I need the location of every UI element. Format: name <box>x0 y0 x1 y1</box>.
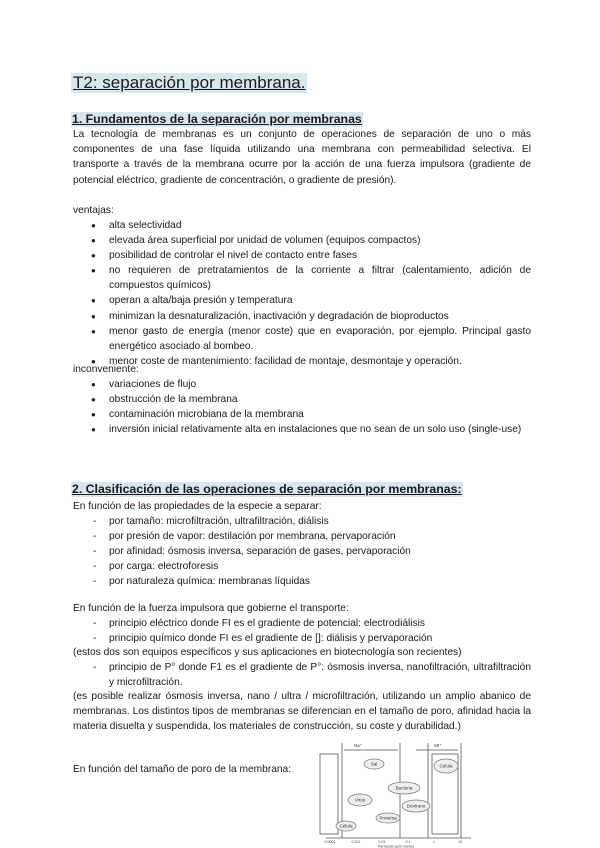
list-item: ● alta selectividad <box>91 218 531 233</box>
disadvantages-label: inconveniente: <box>73 364 139 375</box>
diagram-region-label: Virus <box>354 797 366 803</box>
diagram-top-label: Na⁺ <box>353 743 363 748</box>
axis-tick: 0.1 <box>405 840 411 844</box>
by-force-list <box>91 616 531 646</box>
list-item: - principio de P° donde F1 es el gradiente de P°: ósmosis inversa, nanofiltración, ultrafiltración y microfiltración. <box>91 660 531 690</box>
list-item: ● obstrucción de la membrana <box>91 392 531 407</box>
by-pore-label: En función del tamaño de poro de la membrana: <box>73 764 292 775</box>
section1-heading: 1. Fundamentos de la separación por membranas <box>72 112 362 126</box>
axis-tick: 10 <box>458 840 462 844</box>
advantages-list <box>91 218 531 369</box>
diagram-region-label: Célula <box>339 823 353 829</box>
diagram-region-label: Bacteria <box>395 785 413 791</box>
diagram-region-label: Sal <box>370 761 378 767</box>
list-item: ● elevada área superficial por unidad de volumen (equipos compactos) <box>91 233 531 248</box>
list-item: - principio eléctrico donde FI es el gradiente de potencial: electrodiálisis <box>91 616 531 631</box>
list-item: ● menor coste de mantenimiento: facilidad de montaje, desmontaje y operación. <box>91 354 531 369</box>
diagram-top-label: Mt⁺ <box>434 743 442 748</box>
axis-tick: 0.01 <box>378 840 386 844</box>
axis-tick: 0.0001 <box>324 840 336 844</box>
list-item: - principio químico donde FI es el gradiente de []: diálisis y pervaporación <box>91 631 531 646</box>
pore-size-diagram <box>316 740 476 848</box>
list-item: ● minimizan la desnaturalización, inactivación y degradación de bioproductos <box>91 309 531 324</box>
by-properties-label: En función de las propiedades de la especie a separar: <box>73 501 322 512</box>
list-item: - por tamaño: microfiltración, ultrafiltración, diálisis <box>91 514 531 529</box>
section2-heading: 2. Clasificación de las operaciones de separación por membranas: <box>72 482 462 496</box>
list-item: ● inversión inicial relativamente alta en instalaciones que no sean de un solo uso (single-use) <box>91 422 531 437</box>
list-item: ● variaciones de flujo <box>91 377 531 392</box>
axis-tick: 0.001 <box>351 840 361 844</box>
list-item: ● menor gasto de energía (menor coste) que en evaporación, por ejemplo. Principal gasto energético asociado al bombeo. <box>91 324 531 354</box>
list-item: ● operan a alta/baja presión y temperatura <box>91 293 531 308</box>
diagram-region-label: Célula <box>439 763 453 769</box>
axis-tick: 1 <box>433 840 435 844</box>
note-membrane-types: (es posible realizar ósmosis inversa, nano / ultra / microfiltración, utilizando un amplio abanico de membranas. Los distintos tipos de membranas se diferencian en el tamaño de poro, afinidad hacia la materia disuelta y suspendida, los materiales de construcción, su coste y durabilidad.) <box>73 691 531 733</box>
diagram-region-label: Dextrano <box>406 803 426 809</box>
disadvantages-list <box>91 377 531 437</box>
by-force-label: En función de la fuerza impulsora que gobierne el transporte: <box>73 603 349 614</box>
list-item: ● posibilidad de controlar el nivel de contacto entre fases <box>91 248 531 263</box>
section1-intro: La tecnología de membranas es un conjunto de operaciones de separación de uno o más componentes de una fase líquida utilizando una membrana con permeabilidad selectiva. El transporte a través de la membrana ocurre por la acción de una fuerza impulsora (gradiente de potencial eléctrico, gradiente de concentración, o gradiente de presión). <box>73 129 531 186</box>
by-properties-list <box>91 514 531 589</box>
list-item: - por naturaleza química: membranas líquidas <box>91 574 531 589</box>
list-item: - por afinidad: ósmosis inversa, separación de gases, pervaporación <box>91 544 531 559</box>
advantages-label: ventajas: <box>73 205 114 216</box>
axis-title: Partículas (µm) versus <box>377 844 415 848</box>
list-item: ● no requieren de pretratamientos de la corriente a filtrar (calentamiento, adición de compuestos químicos) <box>91 263 531 293</box>
diagram-region-label: Proteína <box>379 815 397 821</box>
page-title: T2: separación por membrana. <box>73 73 306 92</box>
list-item: - por carga: electroforesis <box>91 559 531 574</box>
list-item: - por presión de vapor: destilación por membrana, pervaporación <box>91 529 531 544</box>
note-specific-equipment: (estos dos son equipos específicos y sus aplicaciones en biotecnología son recientes) <box>73 647 462 658</box>
list-item: ● contaminación microbiana de la membrana <box>91 407 531 422</box>
by-pressure-list <box>91 660 531 690</box>
